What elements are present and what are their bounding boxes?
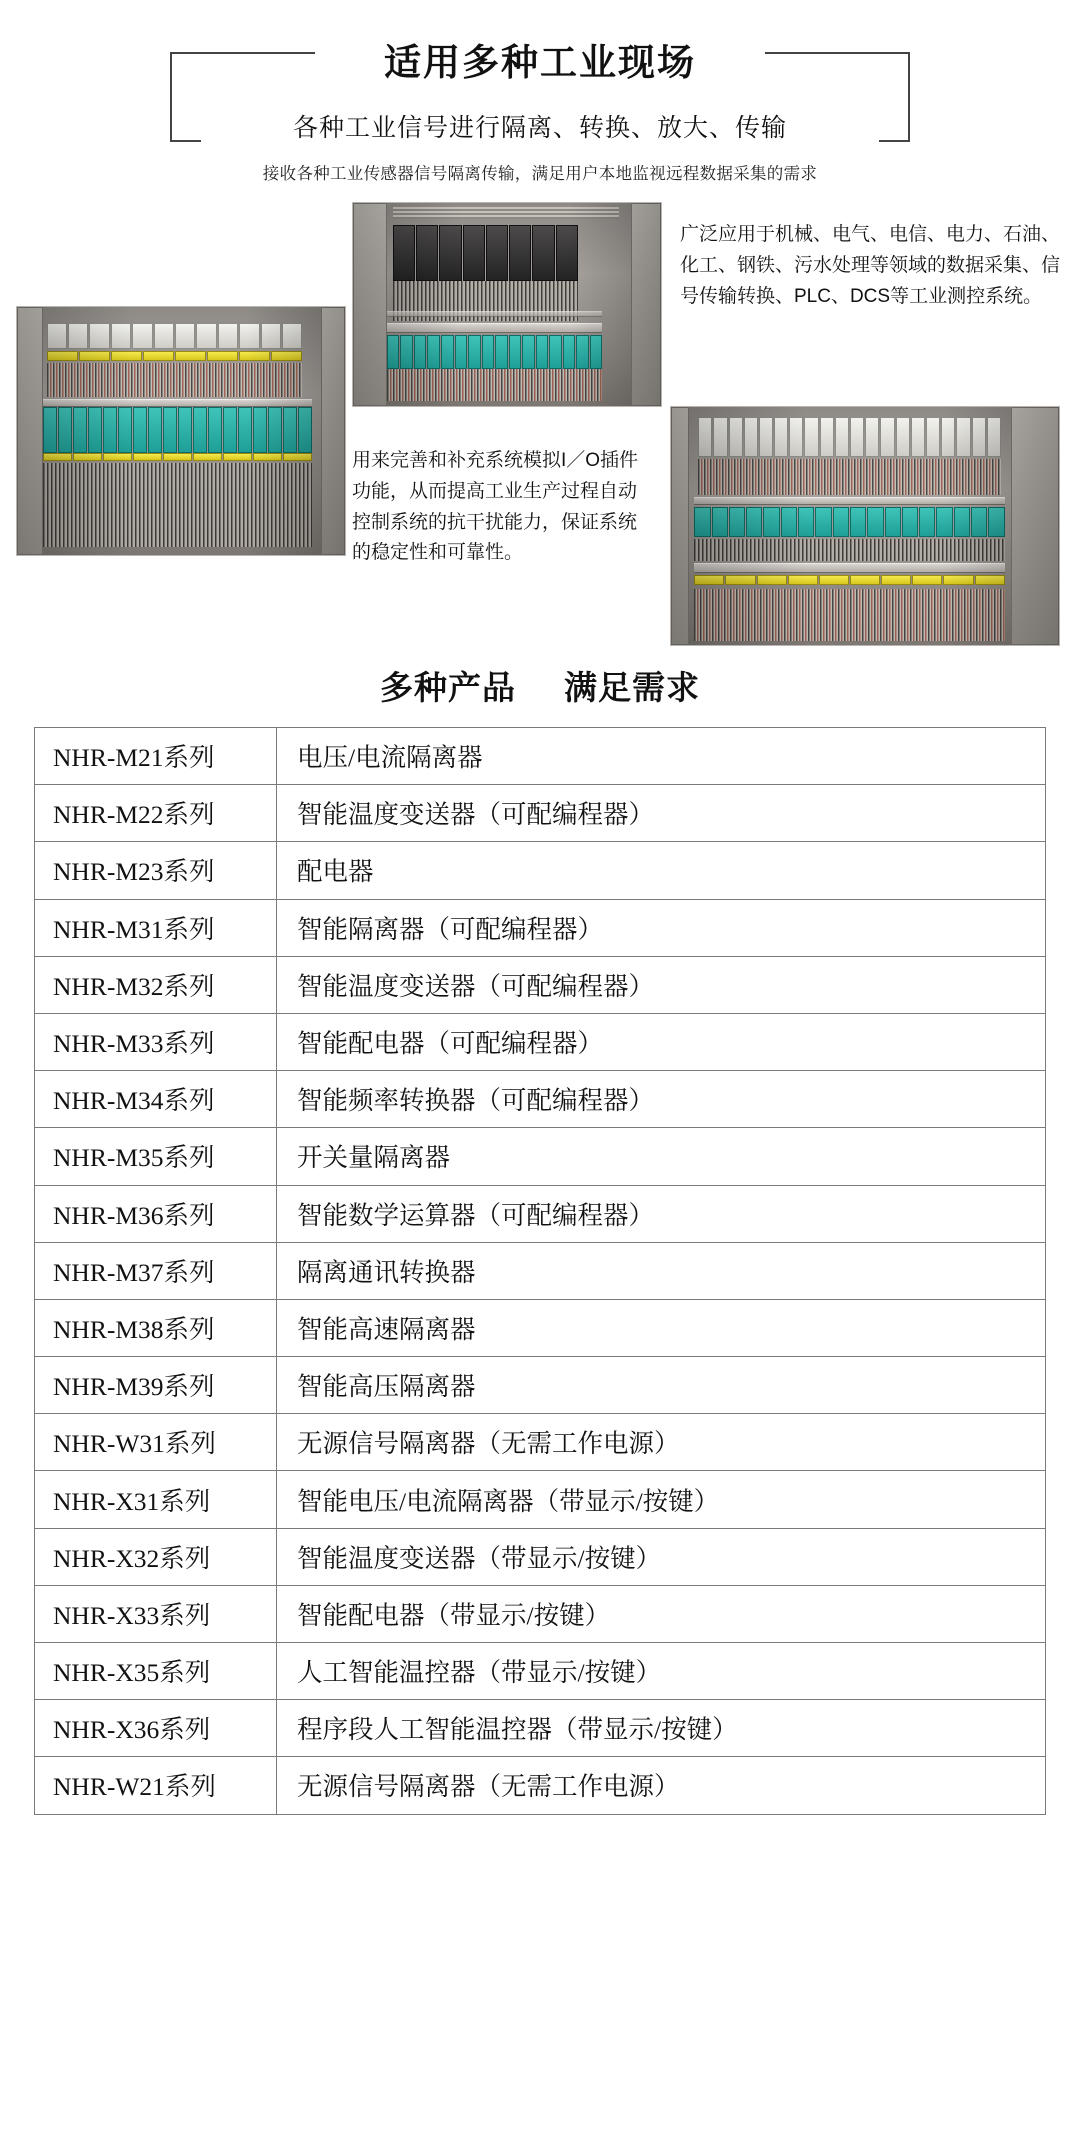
product-model: NHR-M37系列 [35, 1242, 277, 1299]
terminal-blocks-photo-left [16, 306, 346, 556]
product-model: NHR-M35系列 [35, 1128, 277, 1185]
page-subtitle: 各种工业信号进行隔离、转换、放大、传输 [292, 114, 787, 142]
section-title-right: 满足需求 [564, 669, 700, 706]
table-row [35, 785, 1046, 842]
product-description: 智能温度变送器（可配编程器） [277, 785, 1046, 842]
control-cabinet-photo-top [352, 202, 662, 407]
product-description: 智能配电器（可配编程器） [277, 1013, 1046, 1070]
product-model: NHR-M23系列 [35, 842, 277, 899]
table-row [35, 1071, 1046, 1128]
table-row [35, 1471, 1046, 1528]
product-model: NHR-M38系列 [35, 1299, 277, 1356]
product-description: 智能高压隔离器 [277, 1357, 1046, 1414]
table-row [35, 1585, 1046, 1642]
product-model: NHR-M21系列 [35, 728, 277, 785]
table-row [35, 899, 1046, 956]
table-row [35, 1357, 1046, 1414]
product-description: 智能配电器（带显示/按键） [277, 1585, 1046, 1642]
product-model: NHR-W31系列 [35, 1414, 277, 1471]
product-model: NHR-M33系列 [35, 1013, 277, 1070]
product-model: NHR-M22系列 [35, 785, 277, 842]
product-description: 智能数学运算器（可配编程器） [277, 1185, 1046, 1242]
page-header [0, 0, 1080, 184]
product-description: 智能电压/电流隔离器（带显示/按键） [277, 1471, 1046, 1528]
product-description: 智能温度变送器（可配编程器） [277, 956, 1046, 1013]
product-description: 隔离通讯转换器 [277, 1242, 1046, 1299]
table-row [35, 1643, 1046, 1700]
table-row [35, 1128, 1046, 1185]
product-description: 智能温度变送器（带显示/按键） [277, 1528, 1046, 1585]
table-row [35, 1185, 1046, 1242]
product-description: 无源信号隔离器（无需工作电源） [277, 1414, 1046, 1471]
table-row [35, 842, 1046, 899]
section-title-left: 多种产品 [380, 669, 516, 706]
product-description: 智能隔离器（可配编程器） [277, 899, 1046, 956]
title-row [150, 34, 930, 92]
product-model: NHR-M31系列 [35, 899, 277, 956]
product-model: NHR-M32系列 [35, 956, 277, 1013]
relay-modules-photo-right [670, 406, 1060, 646]
table-row [35, 1700, 1046, 1757]
product-description: 智能高速隔离器 [277, 1299, 1046, 1356]
product-model: NHR-M39系列 [35, 1357, 277, 1414]
product-description: 电压/电流隔离器 [277, 728, 1046, 785]
product-model: NHR-X32系列 [35, 1528, 277, 1585]
product-description: 无源信号隔离器（无需工作电源） [277, 1757, 1046, 1814]
product-model: NHR-W21系列 [35, 1757, 277, 1814]
products-table [34, 727, 1046, 1815]
product-description: 人工智能温控器（带显示/按键） [277, 1643, 1046, 1700]
product-description: 智能频率转换器（可配编程器） [277, 1071, 1046, 1128]
page-subtitle-secondary: 接收各种工业传感器信号隔离传输，满足用户本地监视远程数据采集的需求 [262, 165, 818, 183]
page-title: 适用多种工业现场 [384, 42, 696, 83]
product-description: 程序段人工智能温控器（带显示/按键） [277, 1700, 1046, 1757]
product-description: 开关量隔离器 [277, 1128, 1046, 1185]
table-row [35, 1414, 1046, 1471]
product-model: NHR-X36系列 [35, 1700, 277, 1757]
product-model: NHR-M34系列 [35, 1071, 277, 1128]
product-model: NHR-X33系列 [35, 1585, 277, 1642]
application-description-middle: 用来完善和补充系统模拟I／O插件功能，从而提高工业生产过程自动控制系统的抗干扰能力，保证系统的稳定性和可靠性。 [352, 450, 639, 564]
product-description: 配电器 [277, 842, 1046, 899]
table-row [35, 1757, 1046, 1814]
table-row [35, 1242, 1046, 1299]
table-row [35, 728, 1046, 785]
table-row [35, 1528, 1046, 1585]
photo-collage [0, 196, 1080, 656]
table-row [35, 956, 1046, 1013]
table-row [35, 1299, 1046, 1356]
table-row [35, 1013, 1046, 1070]
application-description-right: 广泛应用于机械、电气、电信、电力、石油、化工、钢铁、污水处理等领域的数据采集、信号传输转换、PLC、DCS等工业测控系统。 [680, 224, 1061, 307]
product-model: NHR-X35系列 [35, 1643, 277, 1700]
product-model: NHR-X31系列 [35, 1471, 277, 1528]
products-section-title [0, 662, 1080, 709]
product-model: NHR-M36系列 [35, 1185, 277, 1242]
